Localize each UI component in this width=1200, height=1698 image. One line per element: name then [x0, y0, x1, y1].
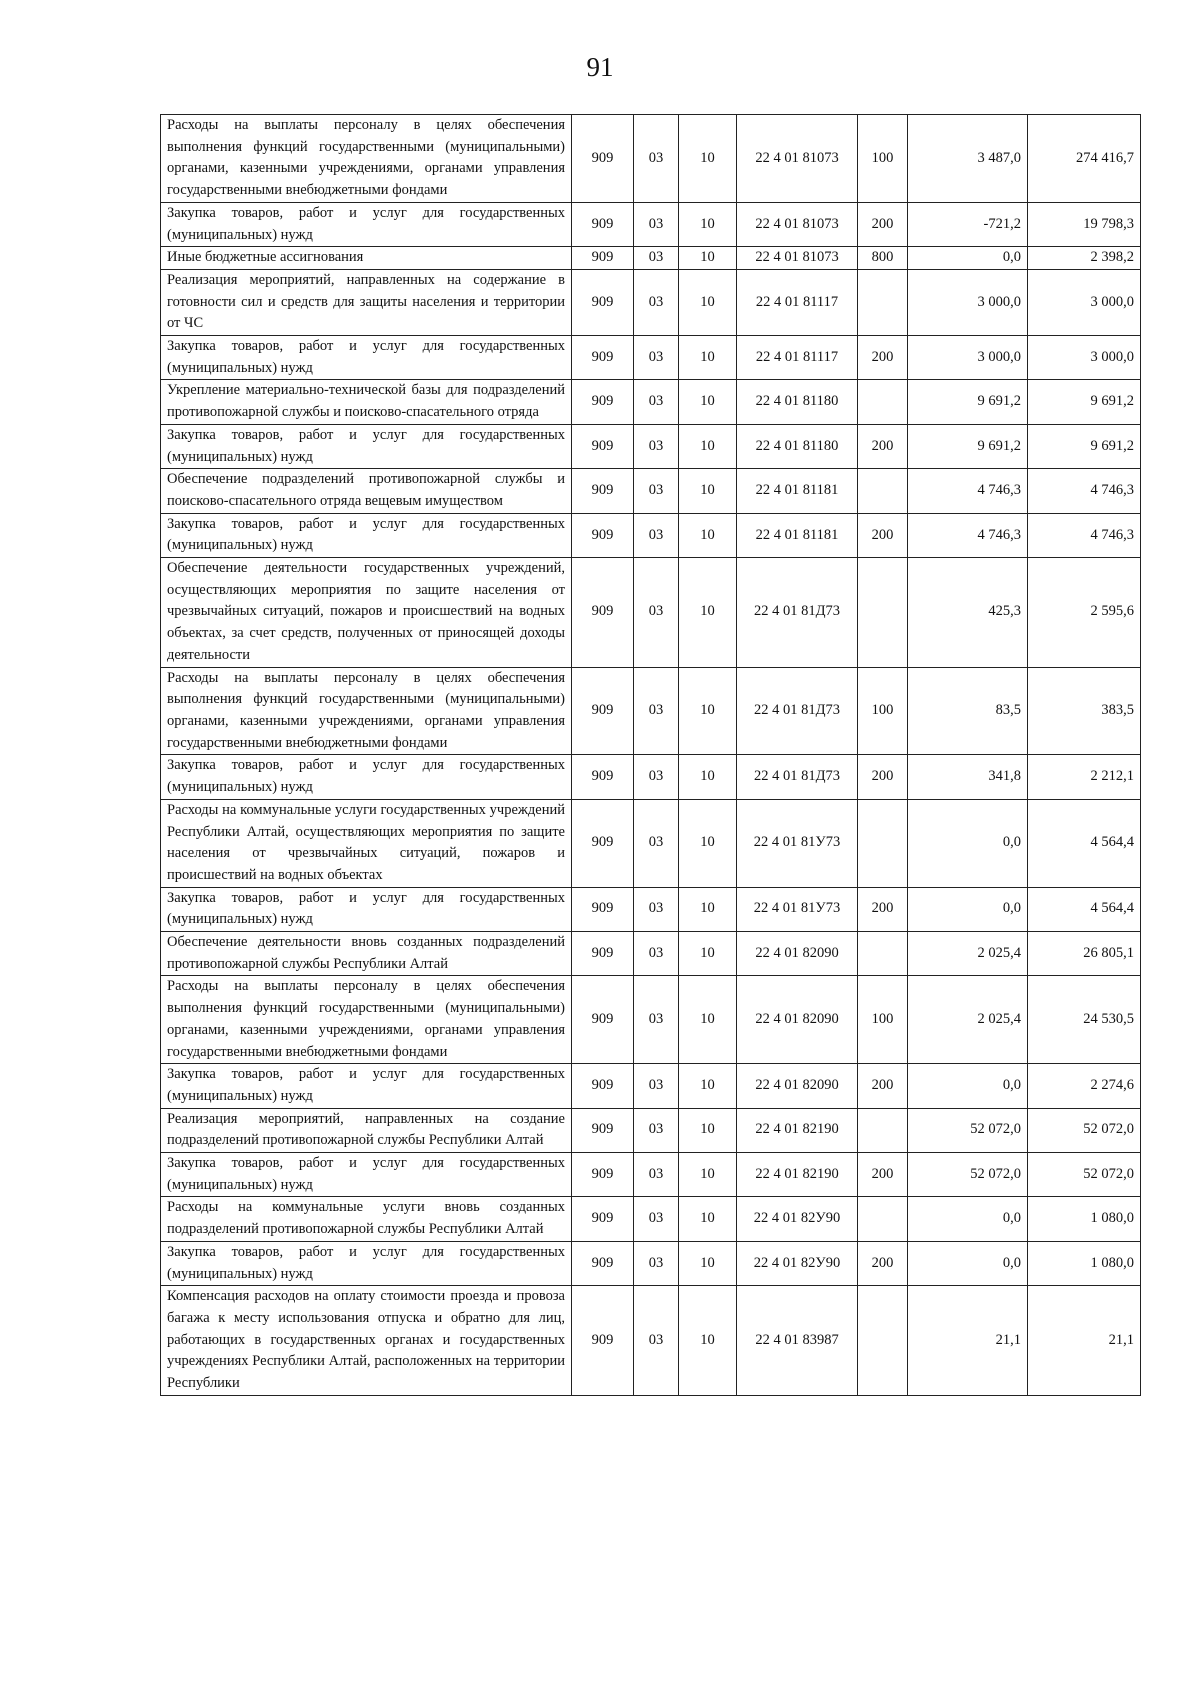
- row-section-code: 03: [634, 667, 679, 755]
- row-expense-type: [858, 1286, 908, 1396]
- row-amount-total: 4 564,4: [1028, 887, 1141, 931]
- row-expense-type: 800: [858, 247, 908, 270]
- row-amount-total: 4 564,4: [1028, 799, 1141, 887]
- row-amount-total: 9 691,2: [1028, 380, 1141, 424]
- row-description: Расходы на выплаты персоналу в целях обеспечения выполнения функций государственными (муниципальными) органами, казенными учреждениями, органами управления государственными внебюджетными фондами: [161, 976, 572, 1064]
- row-amount-total: 2 212,1: [1028, 755, 1141, 799]
- row-target-article: 22 4 01 82190: [737, 1153, 858, 1197]
- row-subsection-code: 10: [679, 115, 737, 203]
- row-amount-total: 3 000,0: [1028, 336, 1141, 380]
- row-target-article: 22 4 01 81181: [737, 469, 858, 513]
- row-target-article: 22 4 01 81117: [737, 269, 858, 335]
- row-ministry-code: 909: [572, 469, 634, 513]
- row-expense-type: 100: [858, 115, 908, 203]
- row-description: Закупка товаров, работ и услуг для государственных (муниципальных) нужд: [161, 336, 572, 380]
- row-ministry-code: 909: [572, 247, 634, 270]
- row-amount-total: 274 416,7: [1028, 115, 1141, 203]
- table-row: [161, 424, 1141, 468]
- row-ministry-code: 909: [572, 513, 634, 557]
- row-ministry-code: 909: [572, 1108, 634, 1152]
- row-target-article: 22 4 01 82090: [737, 932, 858, 976]
- row-subsection-code: 10: [679, 755, 737, 799]
- row-description: Обеспечение деятельности государственных учреждений, осуществляющих мероприятия по защите населения от чрезвычайных ситуаций, пожаров и происшествий на водных объектах, за счет средств, полученных от приносящей доходы деятельности: [161, 558, 572, 668]
- row-description: Закупка товаров, работ и услуг для государственных (муниципальных) нужд: [161, 202, 572, 246]
- row-subsection-code: 10: [679, 424, 737, 468]
- row-expense-type: 200: [858, 513, 908, 557]
- row-description: Укрепление материально-технической базы для подразделений противопожарной службы и поисково-спасательного отряда: [161, 380, 572, 424]
- row-amount-total: 1 080,0: [1028, 1241, 1141, 1285]
- table-row: [161, 976, 1141, 1064]
- row-target-article: 22 4 01 83987: [737, 1286, 858, 1396]
- row-description: Обеспечение подразделений противопожарной службы и поисково-спасательного отряда вещевым имуществом: [161, 469, 572, 513]
- row-target-article: 22 4 01 81180: [737, 380, 858, 424]
- table-row: [161, 1197, 1141, 1241]
- row-subsection-code: 10: [679, 1241, 737, 1285]
- row-target-article: 22 4 01 81У73: [737, 887, 858, 931]
- row-expense-type: 100: [858, 976, 908, 1064]
- row-description: Обеспечение деятельности вновь созданных подразделений противопожарной службы Республики Алтай: [161, 932, 572, 976]
- row-expense-type: 200: [858, 1241, 908, 1285]
- row-expense-type: [858, 269, 908, 335]
- row-description: Иные бюджетные ассигнования: [161, 247, 572, 270]
- row-ministry-code: 909: [572, 1197, 634, 1241]
- row-section-code: 03: [634, 558, 679, 668]
- row-amount-change: 83,5: [908, 667, 1028, 755]
- row-amount-total: 2 595,6: [1028, 558, 1141, 668]
- row-amount-change: 21,1: [908, 1286, 1028, 1396]
- row-amount-change: 3 487,0: [908, 115, 1028, 203]
- row-section-code: 03: [634, 247, 679, 270]
- row-amount-change: 2 025,4: [908, 932, 1028, 976]
- row-amount-total: 21,1: [1028, 1286, 1141, 1396]
- row-subsection-code: 10: [679, 1153, 737, 1197]
- row-ministry-code: 909: [572, 1064, 634, 1108]
- row-subsection-code: 10: [679, 336, 737, 380]
- row-expense-type: [858, 932, 908, 976]
- budget-table: [160, 114, 1141, 1396]
- row-description: Расходы на коммунальные услуги вновь созданных подразделений противопожарной службы Республики Алтай: [161, 1197, 572, 1241]
- row-ministry-code: 909: [572, 1286, 634, 1396]
- row-ministry-code: 909: [572, 799, 634, 887]
- row-amount-change: 9 691,2: [908, 424, 1028, 468]
- row-section-code: 03: [634, 976, 679, 1064]
- row-amount-change: 425,3: [908, 558, 1028, 668]
- row-expense-type: 200: [858, 424, 908, 468]
- row-amount-change: 4 746,3: [908, 469, 1028, 513]
- row-amount-total: 1 080,0: [1028, 1197, 1141, 1241]
- table-row: [161, 932, 1141, 976]
- row-amount-total: 19 798,3: [1028, 202, 1141, 246]
- row-section-code: 03: [634, 269, 679, 335]
- row-expense-type: [858, 799, 908, 887]
- row-amount-total: 24 530,5: [1028, 976, 1141, 1064]
- row-target-article: 22 4 01 81181: [737, 513, 858, 557]
- row-subsection-code: 10: [679, 469, 737, 513]
- row-section-code: 03: [634, 1064, 679, 1108]
- row-expense-type: [858, 558, 908, 668]
- row-subsection-code: 10: [679, 932, 737, 976]
- row-amount-change: 0,0: [908, 247, 1028, 270]
- row-subsection-code: 10: [679, 667, 737, 755]
- table-row: [161, 755, 1141, 799]
- table-row: [161, 887, 1141, 931]
- row-amount-total: 9 691,2: [1028, 424, 1141, 468]
- table-row: [161, 380, 1141, 424]
- row-subsection-code: 10: [679, 887, 737, 931]
- row-section-code: 03: [634, 1241, 679, 1285]
- row-amount-total: 2 274,6: [1028, 1064, 1141, 1108]
- row-ministry-code: 909: [572, 424, 634, 468]
- table-row: [161, 1241, 1141, 1285]
- row-amount-total: 52 072,0: [1028, 1153, 1141, 1197]
- row-section-code: 03: [634, 115, 679, 203]
- row-ministry-code: 909: [572, 380, 634, 424]
- table-row: [161, 667, 1141, 755]
- row-ministry-code: 909: [572, 976, 634, 1064]
- row-section-code: 03: [634, 755, 679, 799]
- row-expense-type: 100: [858, 667, 908, 755]
- row-amount-change: 0,0: [908, 799, 1028, 887]
- table-row: [161, 269, 1141, 335]
- row-target-article: 22 4 01 81У73: [737, 799, 858, 887]
- row-subsection-code: 10: [679, 1064, 737, 1108]
- row-amount-total: 2 398,2: [1028, 247, 1141, 270]
- row-amount-change: 9 691,2: [908, 380, 1028, 424]
- table-row: [161, 336, 1141, 380]
- row-ministry-code: 909: [572, 932, 634, 976]
- row-amount-change: 0,0: [908, 1197, 1028, 1241]
- table-row: [161, 469, 1141, 513]
- row-subsection-code: 10: [679, 558, 737, 668]
- row-expense-type: 200: [858, 887, 908, 931]
- row-section-code: 03: [634, 424, 679, 468]
- row-amount-change: 341,8: [908, 755, 1028, 799]
- row-target-article: 22 4 01 81073: [737, 115, 858, 203]
- row-amount-change: 0,0: [908, 1064, 1028, 1108]
- row-subsection-code: 10: [679, 269, 737, 335]
- row-description: Расходы на коммунальные услуги государственных учреждений Республики Алтай, осуществляющих мероприятия по защите населения от чрезвычайных ситуаций, пожаров и происшествий на водных объектах: [161, 799, 572, 887]
- row-amount-total: 4 746,3: [1028, 513, 1141, 557]
- row-amount-change: 3 000,0: [908, 336, 1028, 380]
- row-target-article: 22 4 01 81073: [737, 202, 858, 246]
- row-ministry-code: 909: [572, 336, 634, 380]
- row-subsection-code: 10: [679, 247, 737, 270]
- row-target-article: 22 4 01 81Д73: [737, 558, 858, 668]
- row-amount-change: 0,0: [908, 887, 1028, 931]
- row-description: Закупка товаров, работ и услуг для государственных (муниципальных) нужд: [161, 513, 572, 557]
- table-row: [161, 202, 1141, 246]
- row-amount-change: 3 000,0: [908, 269, 1028, 335]
- row-amount-total: 383,5: [1028, 667, 1141, 755]
- row-description: Закупка товаров, работ и услуг для государственных (муниципальных) нужд: [161, 1241, 572, 1285]
- row-expense-type: [858, 1197, 908, 1241]
- row-section-code: 03: [634, 799, 679, 887]
- row-section-code: 03: [634, 1286, 679, 1396]
- row-ministry-code: 909: [572, 667, 634, 755]
- row-subsection-code: 10: [679, 513, 737, 557]
- row-section-code: 03: [634, 1197, 679, 1241]
- table-row: [161, 799, 1141, 887]
- row-ministry-code: 909: [572, 269, 634, 335]
- table-row: [161, 558, 1141, 668]
- table-row: [161, 1108, 1141, 1152]
- row-section-code: 03: [634, 1153, 679, 1197]
- row-expense-type: [858, 1108, 908, 1152]
- table-row: [161, 247, 1141, 270]
- table-row: [161, 1064, 1141, 1108]
- row-ministry-code: 909: [572, 755, 634, 799]
- row-description: Закупка товаров, работ и услуг для государственных (муниципальных) нужд: [161, 755, 572, 799]
- page-number: 91: [586, 52, 614, 82]
- row-description: Реализация мероприятий, направленных на создание подразделений противопожарной службы Республики Алтай: [161, 1108, 572, 1152]
- row-subsection-code: 10: [679, 1286, 737, 1396]
- row-description: Закупка товаров, работ и услуг для государственных (муниципальных) нужд: [161, 887, 572, 931]
- table-row: [161, 115, 1141, 203]
- row-amount-change: 2 025,4: [908, 976, 1028, 1064]
- row-section-code: 03: [634, 932, 679, 976]
- row-expense-type: [858, 469, 908, 513]
- row-description: Закупка товаров, работ и услуг для государственных (муниципальных) нужд: [161, 1064, 572, 1108]
- row-section-code: 03: [634, 513, 679, 557]
- row-subsection-code: 10: [679, 202, 737, 246]
- row-description: Компенсация расходов на оплату стоимости проезда и провоза багажа к месту использования отпуска и обратно для лиц, работающих в государственных органах и государственных учреждениях Республики Алтай, расположенных на территории Республики: [161, 1286, 572, 1396]
- row-description: Расходы на выплаты персоналу в целях обеспечения выполнения функций государственными (муниципальными) органами, казенными учреждениями, органами управления государственными внебюджетными фондами: [161, 667, 572, 755]
- table-row: [161, 1286, 1141, 1396]
- row-subsection-code: 10: [679, 1197, 737, 1241]
- row-target-article: 22 4 01 81Д73: [737, 755, 858, 799]
- row-subsection-code: 10: [679, 976, 737, 1064]
- row-ministry-code: 909: [572, 1241, 634, 1285]
- row-amount-change: -721,2: [908, 202, 1028, 246]
- row-amount-change: 0,0: [908, 1241, 1028, 1285]
- row-subsection-code: 10: [679, 1108, 737, 1152]
- row-ministry-code: 909: [572, 887, 634, 931]
- row-ministry-code: 909: [572, 1153, 634, 1197]
- row-ministry-code: 909: [572, 558, 634, 668]
- row-expense-type: [858, 380, 908, 424]
- row-target-article: 22 4 01 81180: [737, 424, 858, 468]
- row-description: Реализация мероприятий, направленных на содержание в готовности сил и средств для защиты населения и территории от ЧС: [161, 269, 572, 335]
- row-section-code: 03: [634, 380, 679, 424]
- row-target-article: 22 4 01 82У90: [737, 1197, 858, 1241]
- row-ministry-code: 909: [572, 202, 634, 246]
- table-row: [161, 513, 1141, 557]
- row-expense-type: 200: [858, 202, 908, 246]
- row-section-code: 03: [634, 336, 679, 380]
- row-target-article: 22 4 01 81117: [737, 336, 858, 380]
- row-amount-total: 26 805,1: [1028, 932, 1141, 976]
- row-expense-type: 200: [858, 336, 908, 380]
- row-target-article: 22 4 01 82090: [737, 976, 858, 1064]
- table-body: [161, 115, 1141, 1396]
- row-amount-total: 52 072,0: [1028, 1108, 1141, 1152]
- row-amount-total: 3 000,0: [1028, 269, 1141, 335]
- row-section-code: 03: [634, 202, 679, 246]
- row-description: Закупка товаров, работ и услуг для государственных (муниципальных) нужд: [161, 1153, 572, 1197]
- row-description: Закупка товаров, работ и услуг для государственных (муниципальных) нужд: [161, 424, 572, 468]
- row-target-article: 22 4 01 81Д73: [737, 667, 858, 755]
- table-row: [161, 1153, 1141, 1197]
- row-section-code: 03: [634, 1108, 679, 1152]
- row-target-article: 22 4 01 82У90: [737, 1241, 858, 1285]
- row-section-code: 03: [634, 887, 679, 931]
- row-ministry-code: 909: [572, 115, 634, 203]
- row-target-article: 22 4 01 81073: [737, 247, 858, 270]
- row-expense-type: 200: [858, 1153, 908, 1197]
- row-description: Расходы на выплаты персоналу в целях обеспечения выполнения функций государственными (муниципальными) органами, казенными учреждениями, органами управления государственными внебюджетными фондами: [161, 115, 572, 203]
- row-subsection-code: 10: [679, 799, 737, 887]
- row-expense-type: 200: [858, 755, 908, 799]
- row-section-code: 03: [634, 469, 679, 513]
- row-target-article: 22 4 01 82190: [737, 1108, 858, 1152]
- row-amount-total: 4 746,3: [1028, 469, 1141, 513]
- row-amount-change: 52 072,0: [908, 1153, 1028, 1197]
- row-subsection-code: 10: [679, 380, 737, 424]
- row-amount-change: 4 746,3: [908, 513, 1028, 557]
- row-expense-type: 200: [858, 1064, 908, 1108]
- row-target-article: 22 4 01 82090: [737, 1064, 858, 1108]
- row-amount-change: 52 072,0: [908, 1108, 1028, 1152]
